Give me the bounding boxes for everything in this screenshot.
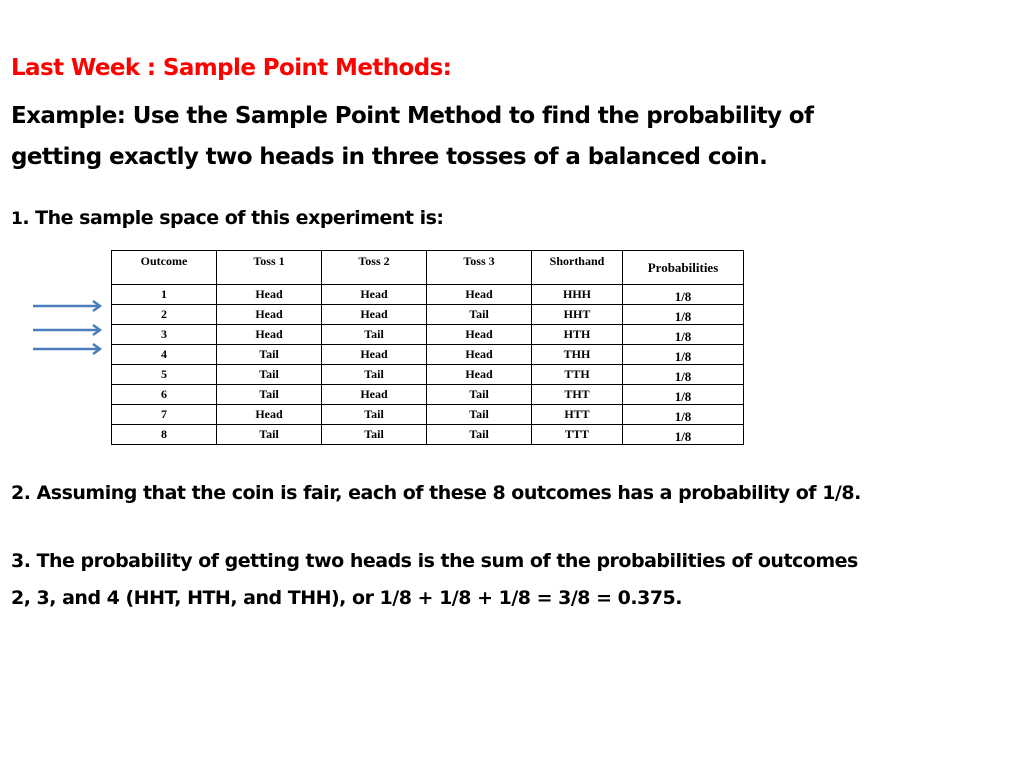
cell-toss-2: Tail <box>322 325 427 345</box>
cell-shorthand: THT <box>532 385 623 405</box>
slide-title: Last Week : Sample Point Methods: <box>11 55 452 81</box>
cell-toss-1: Head <box>217 325 322 345</box>
cell-toss-2: Tail <box>322 425 427 445</box>
table-header-row <box>112 251 744 285</box>
cell-probability: 1/8 <box>623 345 744 365</box>
cell-shorthand: THH <box>532 345 623 365</box>
cell-toss-3: Tail <box>427 305 532 325</box>
cell-shorthand: TTH <box>532 365 623 385</box>
cell-outcome: 6 <box>112 385 217 405</box>
table-row <box>112 425 744 445</box>
cell-toss-2: Tail <box>322 405 427 425</box>
cell-outcome: 3 <box>112 325 217 345</box>
table-row <box>112 345 744 365</box>
cell-probability: 1/8 <box>623 305 744 325</box>
cell-probability: 1/8 <box>623 285 744 305</box>
header-toss-3: Toss 3 <box>427 251 532 285</box>
cell-toss-1: Head <box>217 305 322 325</box>
step-1-number: 1 <box>11 209 23 229</box>
header-shorthand: Shorthand <box>532 251 623 285</box>
example-line-2: getting exactly two heads in three tosses of a balanced coin. <box>11 144 768 170</box>
header-toss-2: Toss 2 <box>322 251 427 285</box>
cell-toss-1: Tail <box>217 425 322 445</box>
arrows-group <box>30 296 110 358</box>
step-2: 2. Assuming that the coin is fair, each of these 8 outcomes has a probability of 1/8. <box>11 482 861 504</box>
cell-toss-1: Head <box>217 285 322 305</box>
cell-toss-3: Tail <box>427 425 532 445</box>
cell-toss-3: Tail <box>427 405 532 425</box>
cell-probability: 1/8 <box>623 425 744 445</box>
header-toss-1: Toss 1 <box>217 251 322 285</box>
cell-outcome: 4 <box>112 345 217 365</box>
cell-shorthand: HHT <box>532 305 623 325</box>
cell-toss-3: Head <box>427 325 532 345</box>
cell-outcome: 7 <box>112 405 217 425</box>
sample-space-table <box>111 250 744 445</box>
header-outcome: Outcome <box>112 251 217 285</box>
cell-probability: 1/8 <box>623 325 744 345</box>
cell-toss-1: Tail <box>217 365 322 385</box>
cell-toss-2: Head <box>322 305 427 325</box>
step-3 <box>11 543 1016 617</box>
cell-probability: 1/8 <box>623 385 744 405</box>
cell-shorthand: HTH <box>532 325 623 345</box>
cell-toss-1: Tail <box>217 345 322 365</box>
table-row <box>112 385 744 405</box>
header-probabilities: Probabilities <box>623 251 744 285</box>
cell-toss-2: Tail <box>322 365 427 385</box>
cell-toss-2: Head <box>322 345 427 365</box>
cell-shorthand: TTT <box>532 425 623 445</box>
cell-toss-3: Head <box>427 365 532 385</box>
cell-outcome: 2 <box>112 305 217 325</box>
example-text <box>11 96 1011 178</box>
arrow-right-icon <box>33 301 100 311</box>
cell-outcome: 1 <box>112 285 217 305</box>
step-1-text: . The sample space of this experiment is: <box>22 207 444 229</box>
step-3-line-2: 2, 3, and 4 (HHT, HTH, and THH), or 1/8 + 1/8 + 1/8 = 3/8 = 0.375. <box>11 587 682 609</box>
step-3-line-1: 3. The probability of getting two heads is the sum of the probabilities of outcomes <box>11 550 858 572</box>
step-1 <box>11 200 1016 238</box>
cell-toss-3: Head <box>427 285 532 305</box>
cell-probability: 1/8 <box>623 365 744 385</box>
table-row <box>112 325 744 345</box>
cell-shorthand: HHH <box>532 285 623 305</box>
table-row <box>112 405 744 425</box>
table-row <box>112 305 744 325</box>
cell-toss-3: Tail <box>427 385 532 405</box>
example-line-1: Example: Use the Sample Point Method to find the probability of <box>11 103 814 129</box>
arrow-right-icon <box>33 325 100 335</box>
cell-toss-1: Tail <box>217 385 322 405</box>
cell-outcome: 5 <box>112 365 217 385</box>
cell-toss-2: Head <box>322 285 427 305</box>
cell-outcome: 8 <box>112 425 217 445</box>
cell-probability: 1/8 <box>623 405 744 425</box>
table-row <box>112 365 744 385</box>
cell-toss-1: Head <box>217 405 322 425</box>
arrow-right-icon <box>33 344 100 354</box>
cell-toss-2: Head <box>322 385 427 405</box>
table-row <box>112 285 744 305</box>
cell-toss-3: Head <box>427 345 532 365</box>
cell-shorthand: HTT <box>532 405 623 425</box>
